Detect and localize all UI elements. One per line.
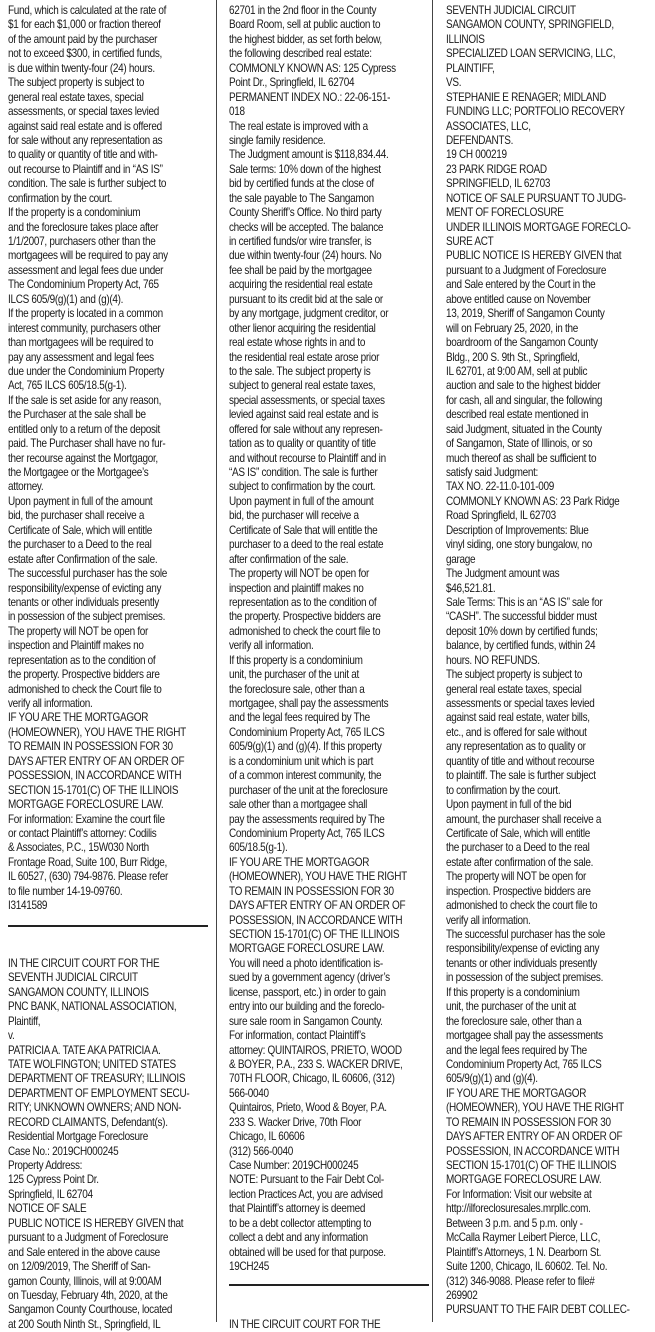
notice-text-line: of Sangamon, State of Illinois, or so bbox=[446, 437, 593, 451]
notice-text-line: The Condominium Property Act, 765 bbox=[8, 278, 159, 292]
notice-text-line: and Sale entered in the above cause bbox=[8, 1245, 160, 1259]
notice-text-line: 19 CH 000219 bbox=[446, 148, 507, 162]
notice-text-line: bid, the purchaser will receive a bbox=[229, 509, 359, 523]
notice-text-line: Quintairos, Prieto, Wood & Boyer, P.A. bbox=[229, 1101, 387, 1115]
notice-text-line: SPECIALIZED LOAN SERVICING, LLC, bbox=[446, 47, 616, 61]
notice-text-line: and the foreclosure takes place after bbox=[8, 220, 159, 234]
notice-text-line: Condominium Property Act, 765 ILCS bbox=[229, 826, 385, 840]
notice-text-line: the sale payable to The Sangamon bbox=[229, 191, 374, 205]
notice-text-line: to quality or quantity of title and with- bbox=[8, 148, 158, 162]
notice-text-line: RITY; UNKNOWN OWNERS; AND NON- bbox=[8, 1101, 182, 1115]
notice-text-line: DAYS AFTER ENTRY OF AN ORDER OF bbox=[229, 899, 406, 913]
notice-text-line: will on February 25, 2020, in the bbox=[446, 321, 578, 335]
notice-text-line: 605/18.5(g-1). bbox=[229, 841, 288, 855]
notice-text-line: offered for sale without any represen- bbox=[229, 422, 383, 436]
notice-text-line: said Judgment, situated in the County bbox=[446, 422, 602, 436]
notice-text-line: auction and sale to the highest bidder bbox=[446, 379, 601, 393]
notice-text-line: the property. Prospective bidders are bbox=[229, 610, 381, 624]
notice-text-line: IL 62701, at 9:00 AM, sell at public bbox=[446, 364, 588, 378]
notice-text-line: SANGAMON COUNTY, SPRINGFIELD, bbox=[446, 18, 614, 32]
notice-text-line: garage bbox=[446, 552, 476, 566]
notice-text-line: PNC BANK, NATIONAL ASSOCIATION, bbox=[8, 1000, 177, 1014]
notice-text-line: For information: Examine the court file bbox=[8, 812, 165, 826]
notice-text-line: for sale without any representation as bbox=[8, 133, 163, 147]
notice-text-line: Certificate of Sale, which will entitle bbox=[446, 826, 590, 840]
notice-text-line: interest community, purchasers other bbox=[8, 321, 161, 335]
notice-text-line: to file number 14-19-09760. bbox=[8, 884, 123, 898]
notice-text-line: PUBLIC NOTICE IS HEREBY GIVEN that bbox=[8, 1216, 184, 1230]
notice-text-line: COMMONLY KNOWN AS: 23 Park Ridge bbox=[446, 494, 620, 508]
notice-text-line: MORTGAGE FORECLOSURE LAW. bbox=[8, 798, 164, 812]
notice-text-line: bid, the purchaser shall receive a bbox=[8, 509, 145, 523]
notice-text-line: The property will NOT be open for bbox=[446, 870, 587, 884]
notice-text-line: IF YOU ARE THE MORTGAGOR bbox=[446, 1086, 587, 1100]
legal-notice bbox=[8, 956, 190, 1332]
notice-text-line: Plaintiff’s Attorneys, 1 N. Dearborn St. bbox=[446, 1245, 602, 1259]
notice-text-line: 605/9(g)(1) and (g)(4). bbox=[446, 1072, 538, 1086]
notice-text-line: STEPHANIE E RENAGER; MIDLAND bbox=[446, 90, 607, 104]
notice-text-line: the following described real estate: bbox=[229, 47, 372, 61]
notice-text-line: Certificate of Sale that will entitle the bbox=[229, 523, 378, 537]
notice-text-line: The subject property is subject to bbox=[446, 668, 583, 682]
notice-text-line: the foreclosure sale, other than a bbox=[229, 682, 365, 696]
notice-text-line: on Tuesday, February 4th, 2020, at the bbox=[8, 1288, 168, 1302]
notice-text-line: “AS IS” condition. The sale is further bbox=[229, 466, 378, 479]
notice-text-line: in possession of the subject premises. bbox=[446, 971, 604, 985]
notice-text-line: of a common interest community, the bbox=[229, 769, 382, 783]
notice-text-line: attorney: QUINTAIROS, PRIETO, WOOD bbox=[229, 1043, 402, 1057]
notice-text-line: and without recourse to Plaintiff and in bbox=[229, 451, 386, 465]
notice-text-line: PURSUANT TO THE FAIR DEBT COLLEC- bbox=[446, 1303, 630, 1317]
notice-text-line: IN THE CIRCUIT COURT FOR THE bbox=[8, 956, 160, 970]
notice-text-line: Description of Improvements: Blue bbox=[446, 523, 589, 537]
notice-text-line: inspection and Plaintiff makes no bbox=[8, 639, 144, 653]
notice-gap bbox=[229, 1289, 401, 1303]
notice-text-line: Springfield, IL 62704 bbox=[8, 1187, 93, 1201]
notice-text-line: MENT OF FORECLOSURE bbox=[446, 206, 564, 220]
notice-text-line: TO REMAIN IN POSSESSION FOR 30 bbox=[446, 1115, 611, 1129]
notice-text-line: TAX NO. 22-11.0-101-009 bbox=[446, 480, 554, 494]
notice-text-line: 233 S. Wacker Drive, 70th Floor bbox=[229, 1115, 362, 1129]
notice-text-line: 605/9(g)(1) and (g)(4). If this property bbox=[229, 740, 382, 754]
notice-text-line: inspection. Prospective bidders are bbox=[446, 884, 591, 898]
notice-text-line: estate after Confirmation of the sale. bbox=[8, 552, 158, 566]
notice-text-line: IF YOU ARE THE MORTGAGOR bbox=[8, 711, 149, 725]
notice-text-line: amount, the purchaser shall receive a bbox=[446, 812, 602, 826]
notice-text-line: ASSOCIATES, LLC, bbox=[446, 119, 531, 133]
notice-text-line: (HOMEOWNER), YOU HAVE THE RIGHT bbox=[8, 725, 186, 739]
notice-text-line: due within twenty-four (24) hours. No bbox=[229, 249, 382, 263]
notice-text-line: The subject property is subject to bbox=[8, 76, 145, 90]
notice-text-line: ILLINOIS bbox=[446, 32, 485, 46]
notice-text-line: purchaser to a deed to the real estate bbox=[229, 538, 384, 552]
notice-text-line: the highest bidder, as set forth below, bbox=[229, 32, 382, 46]
notice-text-line: balance, by certified funds, within 24 bbox=[446, 639, 596, 653]
notice-text-line: deposit 10% down by certified funds; bbox=[446, 624, 598, 638]
notice-text-line: $46,521.81. bbox=[446, 581, 496, 595]
notice-text-line: Upon payment in full of the bid bbox=[446, 798, 572, 812]
notice-text-line: is a condominium unit which is part bbox=[229, 754, 374, 768]
notice-text-line: after confirmation of the sale. bbox=[229, 552, 349, 566]
notice-text-line: special assessments, or special taxes bbox=[229, 393, 385, 407]
notice-text-line: collect a debt and any information bbox=[229, 1231, 368, 1245]
notice-text-line: NOTICE OF SALE PURSUANT TO JUDG- bbox=[446, 191, 626, 205]
notice-text-line: VS. bbox=[446, 76, 462, 90]
notice-text-line: to plaintiff. The sale is further subject bbox=[446, 769, 596, 783]
notice-gap bbox=[229, 1303, 401, 1317]
notice-text-line: or contact Plaintiff’s attorney: Codilis bbox=[8, 826, 157, 840]
notice-text-line: sale other than a mortgagee shall bbox=[229, 798, 368, 812]
notice-text-line: Point Dr., Springfield, IL 62704 bbox=[229, 76, 355, 90]
notice-text-line: to confirmation by the court. bbox=[446, 783, 561, 797]
notice-text-line: POSSESSION, IN ACCORDANCE WITH bbox=[8, 769, 182, 783]
notice-text-line: admonished to check the court file to bbox=[446, 899, 598, 913]
notice-text-line: Sale Terms: This is an “AS IS” sale for bbox=[446, 595, 603, 609]
notice-text-line: DEFENDANTS. bbox=[446, 133, 514, 147]
notice-text-line: The Judgment amount was bbox=[446, 567, 560, 581]
notice-text-line: verify all information. bbox=[8, 697, 93, 710]
notice-text-line: admonished to check the court file to bbox=[229, 624, 381, 638]
notice-text-line: against said real estate and is offered bbox=[8, 119, 162, 133]
notice-text-line: tenants or other individuals presently bbox=[446, 956, 597, 970]
notice-text-line: 1/1/2007, purchasers other than the bbox=[8, 235, 156, 248]
notice-gap bbox=[8, 942, 180, 956]
notice-text-line: to be a debt collector attempting to bbox=[229, 1216, 372, 1230]
notice-text-line: SEVENTH JUDICIAL CIRCUIT bbox=[446, 4, 576, 17]
notice-text-line: etc., and is offered for sale without bbox=[446, 725, 587, 739]
notice-text-line: and Sale entered by the Court in the bbox=[446, 278, 596, 292]
notice-text-line: at 200 South Ninth St., Springfield, IL bbox=[8, 1317, 161, 1331]
notice-text-line: gamon County, Illinois, will at 9:00AM bbox=[8, 1274, 162, 1288]
notice-text-line: Case Number: 2019CH000245 bbox=[229, 1159, 359, 1172]
notice-text-line: Property Address: bbox=[8, 1159, 83, 1172]
notice-text-line: out recourse to Plaintiff and in “AS IS” bbox=[8, 162, 163, 176]
notice-text-line: described real estate mentioned in bbox=[446, 408, 589, 422]
notice-text-line: pursuant to a Judgment of Foreclosure bbox=[446, 263, 607, 277]
notice-text-line: obtained will be used for that purpose. bbox=[229, 1245, 386, 1259]
notice-text-line: attorney. bbox=[8, 480, 44, 494]
notice-text-line: MORTGAGE FORECLOSURE LAW. bbox=[446, 1173, 602, 1187]
notice-text-line: general real estate taxes, special bbox=[8, 90, 144, 104]
legal-notice bbox=[8, 4, 186, 914]
notice-text-line: bid by certified funds at the close of bbox=[229, 177, 374, 191]
notice-text-line: http://ilforeclosuresales.mrpllc.com. bbox=[446, 1202, 591, 1216]
notice-text-line: above entitled cause on November bbox=[446, 292, 591, 306]
notice-text-line: 125 Cypress Point Dr. bbox=[8, 1173, 99, 1187]
notice-text-line: quantity of title and without recourse bbox=[446, 754, 595, 768]
notice-text-line: lection Practices Act, you are advised bbox=[229, 1187, 383, 1201]
notice-text-line: against said real estate, water bills, bbox=[446, 711, 590, 725]
notice-text-line: I3141589 bbox=[8, 899, 48, 913]
notice-text-line: 13, 2019, Sheriff of Sangamon County bbox=[446, 307, 605, 321]
notice-text-line: DAYS AFTER ENTRY OF AN ORDER OF bbox=[8, 754, 185, 768]
notice-text-line: admonished to check the Court file to bbox=[8, 682, 162, 696]
notice-text-line: Upon payment in full of the amount bbox=[8, 494, 153, 508]
notice-text-line: mortgagee, shall pay the assessments bbox=[229, 697, 389, 710]
notice-text-line: FUNDING LLC; PORTFOLIO RECOVERY bbox=[446, 105, 625, 119]
notice-text-line: assessments, or special taxes levied bbox=[8, 105, 159, 119]
notice-text-line: condition. The sale is further subject to bbox=[8, 177, 167, 191]
notice-text-line: mortgagee shall pay the assessments bbox=[446, 1029, 603, 1043]
notice-text-line: pay any assessment and legal fees bbox=[8, 350, 154, 364]
notice-text-line: SURE ACT bbox=[446, 235, 494, 248]
notice-text-line: If this property is a condominium bbox=[229, 653, 363, 667]
notice-text-line: (HOMEOWNER), YOU HAVE THE RIGHT bbox=[229, 870, 407, 884]
notice-text-line: Certificate of Sale, which will entitle bbox=[8, 523, 152, 537]
notice-text-line: Suite 1200, Chicago, IL 60602. Tel. No. bbox=[446, 1260, 608, 1274]
notice-text-line: the Mortgagee or the Mortgagee’s bbox=[8, 466, 149, 479]
notice-text-line: inspection and plaintiff makes no bbox=[229, 581, 364, 595]
notice-text-line: 566-0040 bbox=[229, 1086, 269, 1100]
notice-text-line: in possession of the subject premises. bbox=[8, 610, 166, 624]
notice-text-line: hours. NO REFUNDS. bbox=[446, 653, 540, 667]
notice-text-line: For information, contact Plaintiff’s bbox=[229, 1029, 366, 1043]
notice-text-line: For Information: Visit our website at bbox=[446, 1187, 592, 1201]
notice-text-line: IF YOU ARE THE MORTGAGOR bbox=[229, 855, 370, 869]
notice-text-line: entitled only to a return of the deposit bbox=[8, 422, 161, 436]
notice-text-line: $1 for each $1,000 or fraction thereof bbox=[8, 18, 161, 32]
notice-text-line: TATE WOLFINGTON; UNITED STATES bbox=[8, 1057, 176, 1071]
notice-text-line: Frontage Road, Suite 100, Burr Ridge, bbox=[8, 855, 168, 869]
notice-text-line: acquiring the residential real estate bbox=[229, 278, 373, 292]
notice-text-line: and the legal fees required by The bbox=[229, 711, 370, 725]
notice-text-line: checks will be accepted. The balance bbox=[229, 220, 384, 234]
notice-text-line: The successful purchaser has the sole bbox=[446, 928, 606, 941]
notice-text-line: Between 3 p.m. and 5 p.m. only - bbox=[446, 1216, 583, 1230]
notice-text-line: SECTION 15-1701(C) OF THE ILLINOIS bbox=[229, 928, 400, 941]
notice-text-line: Fund, which is calculated at the rate of bbox=[8, 4, 167, 17]
notice-text-line: vinyl siding, one story bungalow, no bbox=[446, 538, 593, 552]
notice-text-line: satisfy said Judgment: bbox=[446, 466, 539, 479]
notice-text-line: 269902 bbox=[446, 1288, 478, 1302]
notice-text-line: ther recourse against the Mortgagor, bbox=[8, 451, 158, 465]
notice-text-line: pursuant to a Judgment of Foreclosure bbox=[8, 1231, 169, 1245]
notice-text-line: COMMONLY KNOWN AS: 125 Cypress bbox=[229, 61, 396, 75]
notice-text-line: SECTION 15-1701(C) OF THE ILLINOIS bbox=[8, 783, 179, 797]
notice-text-line: (HOMEOWNER), YOU HAVE THE RIGHT bbox=[446, 1101, 624, 1115]
notice-text-line: in certified funds/or wire transfer, is bbox=[229, 235, 372, 248]
notice-text-line: Condominium Property Act, 765 ILCS bbox=[229, 725, 385, 739]
notice-text-line: sued by a government agency (driver’s bbox=[229, 971, 390, 985]
notice-text-line: Sangamon County Courthouse, located bbox=[8, 1303, 173, 1317]
notice-text-line: PLAINTIFF, bbox=[446, 61, 495, 75]
notice-text-line: Case No.: 2019CH000245 bbox=[8, 1144, 119, 1158]
notice-separator-rule bbox=[8, 925, 208, 927]
notice-text-line: McCalla Raymer Leibert Pierce, LLC, bbox=[446, 1231, 601, 1245]
notice-text-line: RECORD CLAIMANTS, Defendant(s). bbox=[8, 1115, 168, 1129]
notice-text-line: for cash, all and singular, the following bbox=[446, 393, 603, 407]
notice-text-line: than mortgagees will be required to bbox=[8, 336, 154, 350]
notice-text-line: PERMANENT INDEX NO.: 22-06-151- bbox=[229, 90, 391, 104]
notice-separator-rule bbox=[229, 1284, 429, 1286]
notice-text-line: & Associates, P.C., 15W030 North bbox=[8, 841, 149, 855]
notice-text-line: If the sale is set aside for any reason, bbox=[8, 393, 162, 407]
notice-text-line: DEPARTMENT OF TREASURY; ILLINOIS bbox=[8, 1072, 186, 1086]
column-2 bbox=[229, 4, 407, 1332]
notice-text-line: representation as to the condition of bbox=[8, 653, 156, 667]
notice-text-line: pursuant to its credit bid at the sale or bbox=[229, 292, 383, 306]
notice-text-line: NOTE: Pursuant to the Fair Debt Col- bbox=[229, 1173, 384, 1187]
notice-text-line: v. bbox=[8, 1029, 15, 1043]
notice-text-line: Sale terms: 10% down of the highest bbox=[229, 162, 381, 176]
notice-text-line: Plaintiff, bbox=[8, 1014, 41, 1028]
notice-text-line: DAYS AFTER ENTRY OF AN ORDER OF bbox=[446, 1130, 623, 1144]
notice-text-line: POSSESSION, IN ACCORDANCE WITH bbox=[446, 1144, 620, 1158]
legal-notice bbox=[446, 4, 631, 1318]
notice-text-line: The property will NOT be open for bbox=[8, 624, 149, 638]
notice-text-line: ILCS 605/9(g)(1) and (g)(4). bbox=[8, 292, 124, 306]
notice-text-line: and the legal fees required by The bbox=[446, 1043, 587, 1057]
notice-text-line: The successful purchaser has the sole bbox=[8, 567, 168, 581]
notice-text-line: responsibility/expense of evicting any bbox=[446, 942, 600, 956]
notice-text-line: Condominium Property Act, 765 ILCS bbox=[446, 1057, 602, 1071]
notice-text-line: assessments or special taxes levied bbox=[446, 697, 595, 710]
notice-text-line: 23 PARK RIDGE ROAD bbox=[446, 162, 547, 176]
notice-text-line: the purchaser to a Deed to the real bbox=[8, 538, 152, 552]
notice-text-line: DEPARTMENT OF EMPLOYMENT SECU- bbox=[8, 1086, 190, 1100]
notice-text-line: (312) 346-9088. Please refer to file# bbox=[446, 1274, 595, 1288]
notice-text-line: responsibility/expense of evicting any bbox=[8, 581, 162, 595]
legal-notice bbox=[229, 1318, 401, 1332]
notice-text-line: representation as to the condition of bbox=[229, 595, 377, 609]
notice-text-line: SPRINGFIELD, IL 62703 bbox=[446, 177, 551, 191]
notice-text-line: that Plaintiff’s attorney is deemed bbox=[229, 1202, 366, 1216]
notice-text-line: Chicago, IL 60606 bbox=[229, 1130, 305, 1144]
legal-notice bbox=[229, 4, 407, 1275]
notice-text-line: assessment and legal fees due under bbox=[8, 263, 164, 277]
notice-text-line: tation as to quality or quantity of title bbox=[229, 437, 376, 451]
notice-text-line: 018 bbox=[229, 105, 245, 119]
notice-text-line: POSSESSION, IN ACCORDANCE WITH bbox=[229, 913, 403, 927]
notice-text-line: verify all information. bbox=[229, 639, 314, 653]
notice-text-line: subject to confirmation by the court. bbox=[229, 480, 376, 494]
notice-text-line: You will need a photo identification is- bbox=[229, 956, 383, 970]
notice-text-line: If the property is located in a common bbox=[8, 307, 163, 321]
notice-text-line: other lienor acquiring the residential bbox=[229, 321, 376, 335]
column-3 bbox=[446, 4, 631, 1318]
notice-text-line: confirmation by the court. bbox=[8, 191, 113, 205]
notice-text-line: TO REMAIN IN POSSESSION FOR 30 bbox=[8, 740, 173, 754]
notice-text-line: UNDER ILLINOIS MORTGAGE FORECLO- bbox=[446, 220, 631, 234]
notice-gap bbox=[8, 928, 180, 942]
notice-text-line: (312) 566-0040 bbox=[229, 1144, 293, 1158]
notice-text-line: unit, the purchaser of the unit at bbox=[446, 1000, 577, 1014]
notice-text-line: is due within twenty-four (24) hours. bbox=[8, 61, 155, 75]
notice-text-line: fee shall be paid by the mortgagee bbox=[229, 263, 372, 277]
notice-text-line: any representation as to quality or bbox=[446, 740, 586, 754]
notice-text-line: estate after confirmation of the sale. bbox=[446, 855, 594, 869]
notice-text-line: Board Room, sell at public auction to bbox=[229, 18, 381, 32]
notice-text-line: Act, 765 ILCS 605/18.5(g-1). bbox=[8, 379, 127, 393]
notice-text-line: tenants or other individuals presently bbox=[8, 595, 159, 609]
notice-text-line: If the property is a condominium bbox=[8, 206, 141, 220]
notice-text-line: SEVENTH JUDICIAL CIRCUIT bbox=[8, 971, 138, 985]
notice-text-line: The real estate is improved with a bbox=[229, 119, 368, 133]
notice-text-line: mortgagees will be required to pay any bbox=[8, 249, 168, 263]
notice-text-line: PATRICIA A. TATE AKA PATRICIA A. bbox=[8, 1043, 161, 1057]
notice-text-line: Upon payment in full of the amount bbox=[229, 494, 374, 508]
notice-text-line: due under the Condominium Property bbox=[8, 364, 165, 378]
notice-text-line: unit, the purchaser of the unit at bbox=[229, 668, 360, 682]
notice-text-line: the foreclosure sale, other than a bbox=[446, 1014, 582, 1028]
notice-text-line: County Sheriff’s Office. No third party bbox=[229, 206, 382, 220]
notice-text-line: SANGAMON COUNTY, ILLINOIS bbox=[8, 985, 149, 999]
notice-text-line: subject to general real estate taxes, bbox=[229, 379, 376, 393]
notice-text-line: the Purchaser at the sale shall be bbox=[8, 408, 146, 422]
notice-text-line: MORTGAGE FORECLOSURE LAW. bbox=[229, 942, 385, 956]
notice-text-line: not to exceed $300, in certified funds, bbox=[8, 47, 162, 61]
notice-text-line: verify all information. bbox=[446, 913, 531, 927]
column-divider bbox=[432, 0, 433, 1322]
notice-text-line: on 12/09/2019, The Sheriff of San- bbox=[8, 1260, 151, 1274]
notice-text-line: boardroom of the Sangamon County bbox=[446, 336, 598, 350]
notice-text-line: IL 60527, (630) 794-9876. Please refer bbox=[8, 870, 169, 884]
notice-text-line: much thereof as shall be sufficient to bbox=[446, 451, 597, 465]
notice-text-line: The property will NOT be open for bbox=[229, 567, 370, 581]
notice-text-line: Bldg., 200 S. 9th St., Springfield, bbox=[446, 350, 580, 364]
notice-text-line: The Judgment amount is $118,834.44. bbox=[229, 148, 389, 162]
notice-text-line: the property. Prospective bidders are bbox=[8, 668, 160, 682]
notice-text-line: If this property is a condominium bbox=[446, 985, 580, 999]
notice-text-line: entry into our building and the foreclo- bbox=[229, 1000, 385, 1014]
notice-text-line: PUBLIC NOTICE IS HEREBY GIVEN that bbox=[446, 249, 622, 263]
notice-text-line: 70TH FLOOR, Chicago, IL 60606, (312) bbox=[229, 1072, 395, 1086]
notice-text-line: by any mortgage, judgment creditor, or bbox=[229, 307, 389, 321]
notice-text-line: 62701 in the 2nd floor in the County bbox=[229, 4, 377, 17]
notice-text-line: & BOYER, P.A., 233 S. WACKER DRIVE, bbox=[229, 1057, 403, 1071]
column-divider bbox=[216, 0, 217, 1322]
notice-text-line: Road Springfield, IL 62703 bbox=[446, 509, 556, 523]
notice-text-line: TO REMAIN IN POSSESSION FOR 30 bbox=[229, 884, 394, 898]
notice-text-line: general real estate taxes, special bbox=[446, 682, 582, 696]
notice-text-line: pay the assessments required by The bbox=[229, 812, 385, 826]
notice-text-line: license, passport, etc.) in order to gain bbox=[229, 985, 386, 999]
notice-text-line: paid. The Purchaser shall have no fur- bbox=[8, 437, 166, 451]
notice-text-line: SECTION 15-1701(C) OF THE ILLINOIS bbox=[446, 1159, 617, 1172]
notice-text-line: to the sale. The subject property is bbox=[229, 364, 371, 378]
notice-text-line: “CASH”. The successful bidder must bbox=[446, 610, 597, 624]
notice-text-line: levied against said real estate and is bbox=[229, 408, 379, 422]
notice-text-line: IN THE CIRCUIT COURT FOR THE bbox=[229, 1317, 381, 1331]
notice-text-line: Residential Mortgage Foreclosure bbox=[8, 1130, 149, 1144]
notice-text-line: real estate whose rights in and to bbox=[229, 336, 366, 350]
column-1 bbox=[8, 4, 190, 1332]
notice-text-line: the residential real estate arose prior bbox=[229, 350, 380, 364]
notice-text-line: NOTICE OF SALE bbox=[8, 1202, 87, 1216]
notice-text-line: 19CH245 bbox=[229, 1260, 270, 1274]
notice-text-line: the purchaser to a Deed to the real bbox=[446, 841, 590, 855]
notice-text-line: single family residence. bbox=[229, 133, 326, 147]
notice-gap bbox=[229, 1275, 401, 1289]
notice-text-line: purchaser of the unit at the foreclosure bbox=[229, 783, 388, 797]
notice-text-line: of the amount paid by the purchaser bbox=[8, 32, 158, 46]
notice-text-line: sure sale room in Sangamon County. bbox=[229, 1014, 383, 1028]
